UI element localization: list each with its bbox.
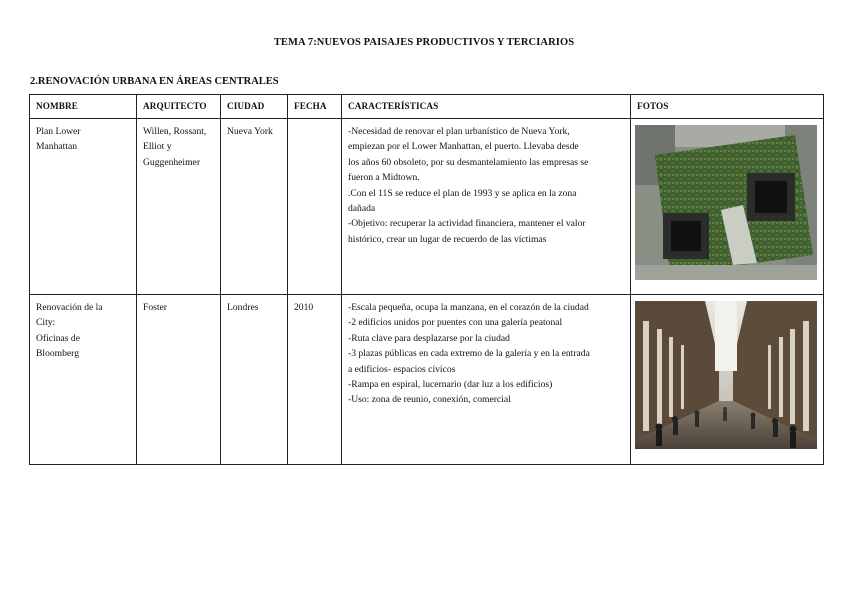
table-row — [30, 119, 824, 295]
description-line: -3 plazas públicas en cada extremo de la galería y en la entrada — [348, 348, 590, 360]
cell-arquitecto — [137, 295, 221, 465]
cell-text-line: Renovación de la — [36, 302, 103, 313]
header-arquitecto: ARQUITECTO — [137, 95, 221, 119]
header-caracteristicas: CARACTERÍSTICAS — [342, 95, 631, 119]
description-line: -Rampa en espiral, lucernario (dar luz a los edificios) — [348, 379, 553, 391]
cell-text-line: Foster — [143, 302, 167, 313]
cell-fecha — [288, 119, 342, 295]
description-line: -Ruta clave para desplazarse por la ciudad — [348, 332, 510, 344]
description-line: -Necesidad de renovar el plan urbanístico de Nueva York, — [348, 126, 570, 137]
cell-text-line: Plan Lower — [36, 126, 81, 137]
cell-text-line: Bloomberg — [36, 348, 79, 360]
cell-text-line: Willen, Rossant, — [143, 126, 207, 137]
document-title: TEMA 7:NUEVOS PAISAJES PRODUCTIVOS Y TERCIARIOS — [273, 37, 575, 48]
section-title: 2.RENOVACIÓN URBANA EN ÁREAS CENTRALES — [30, 76, 279, 87]
table-row — [30, 295, 824, 465]
cell-fotos — [631, 119, 824, 295]
cell-nombre — [30, 119, 137, 295]
header-nombre: NOMBRE — [30, 95, 137, 119]
cell-text-line: Manhattan — [36, 141, 78, 153]
cell-caracteristicas — [342, 119, 631, 295]
header-ciudad: CIUDAD — [221, 95, 288, 119]
description-line: histórico, crear un lugar de recuerdo de las víctimas — [348, 233, 547, 245]
description-line: a edificios- espacios cívicos — [348, 363, 456, 375]
cell-text-line: Guggenheimer — [143, 156, 201, 168]
cell-fotos — [631, 295, 824, 465]
projects-table — [29, 94, 824, 465]
header-fotos: FOTOS — [631, 95, 824, 119]
description-line: -Objetivo: recuperar la actividad financiera, mantener el valor — [348, 218, 586, 230]
description-line: .Con el 11S se reduce el plan de 1993 y se aplica en la zona — [348, 187, 577, 199]
description-line: fueron a Midtown. — [348, 172, 420, 184]
cell-text-line: Oficinas de — [36, 332, 80, 344]
cell-caracteristicas — [342, 295, 631, 465]
description-line: -2 edificios unidos por puentes con una galería peatonal — [348, 317, 563, 329]
photo-memorial-aerial — [635, 125, 817, 280]
description-line: -Uso: zona de reunio, conexión, comercial — [348, 394, 511, 406]
cell-nombre — [30, 295, 137, 465]
cell-arquitecto — [137, 119, 221, 295]
table-header-row — [30, 95, 824, 119]
description-line: empiezan por el Lower Manhattan, el puerto. Llevaba desde — [348, 141, 579, 153]
cell-ciudad: Londres — [221, 295, 288, 465]
cell-ciudad: Nueva York — [221, 119, 288, 295]
cell-text-line: Elliot y — [143, 141, 172, 153]
description-line: -Escala pequeña, ocupa la manzana, en el corazón de la ciudad — [348, 302, 589, 313]
header-fecha: FECHA — [288, 95, 342, 119]
cell-fecha: 2010 — [288, 295, 342, 465]
description-line: los años 60 obsoleto, por su desmantelamiento las empresas se — [348, 156, 589, 168]
photo-bloomberg-arcade — [635, 301, 817, 449]
cell-text-line: City: — [36, 317, 56, 329]
description-line: dañada — [348, 203, 376, 215]
